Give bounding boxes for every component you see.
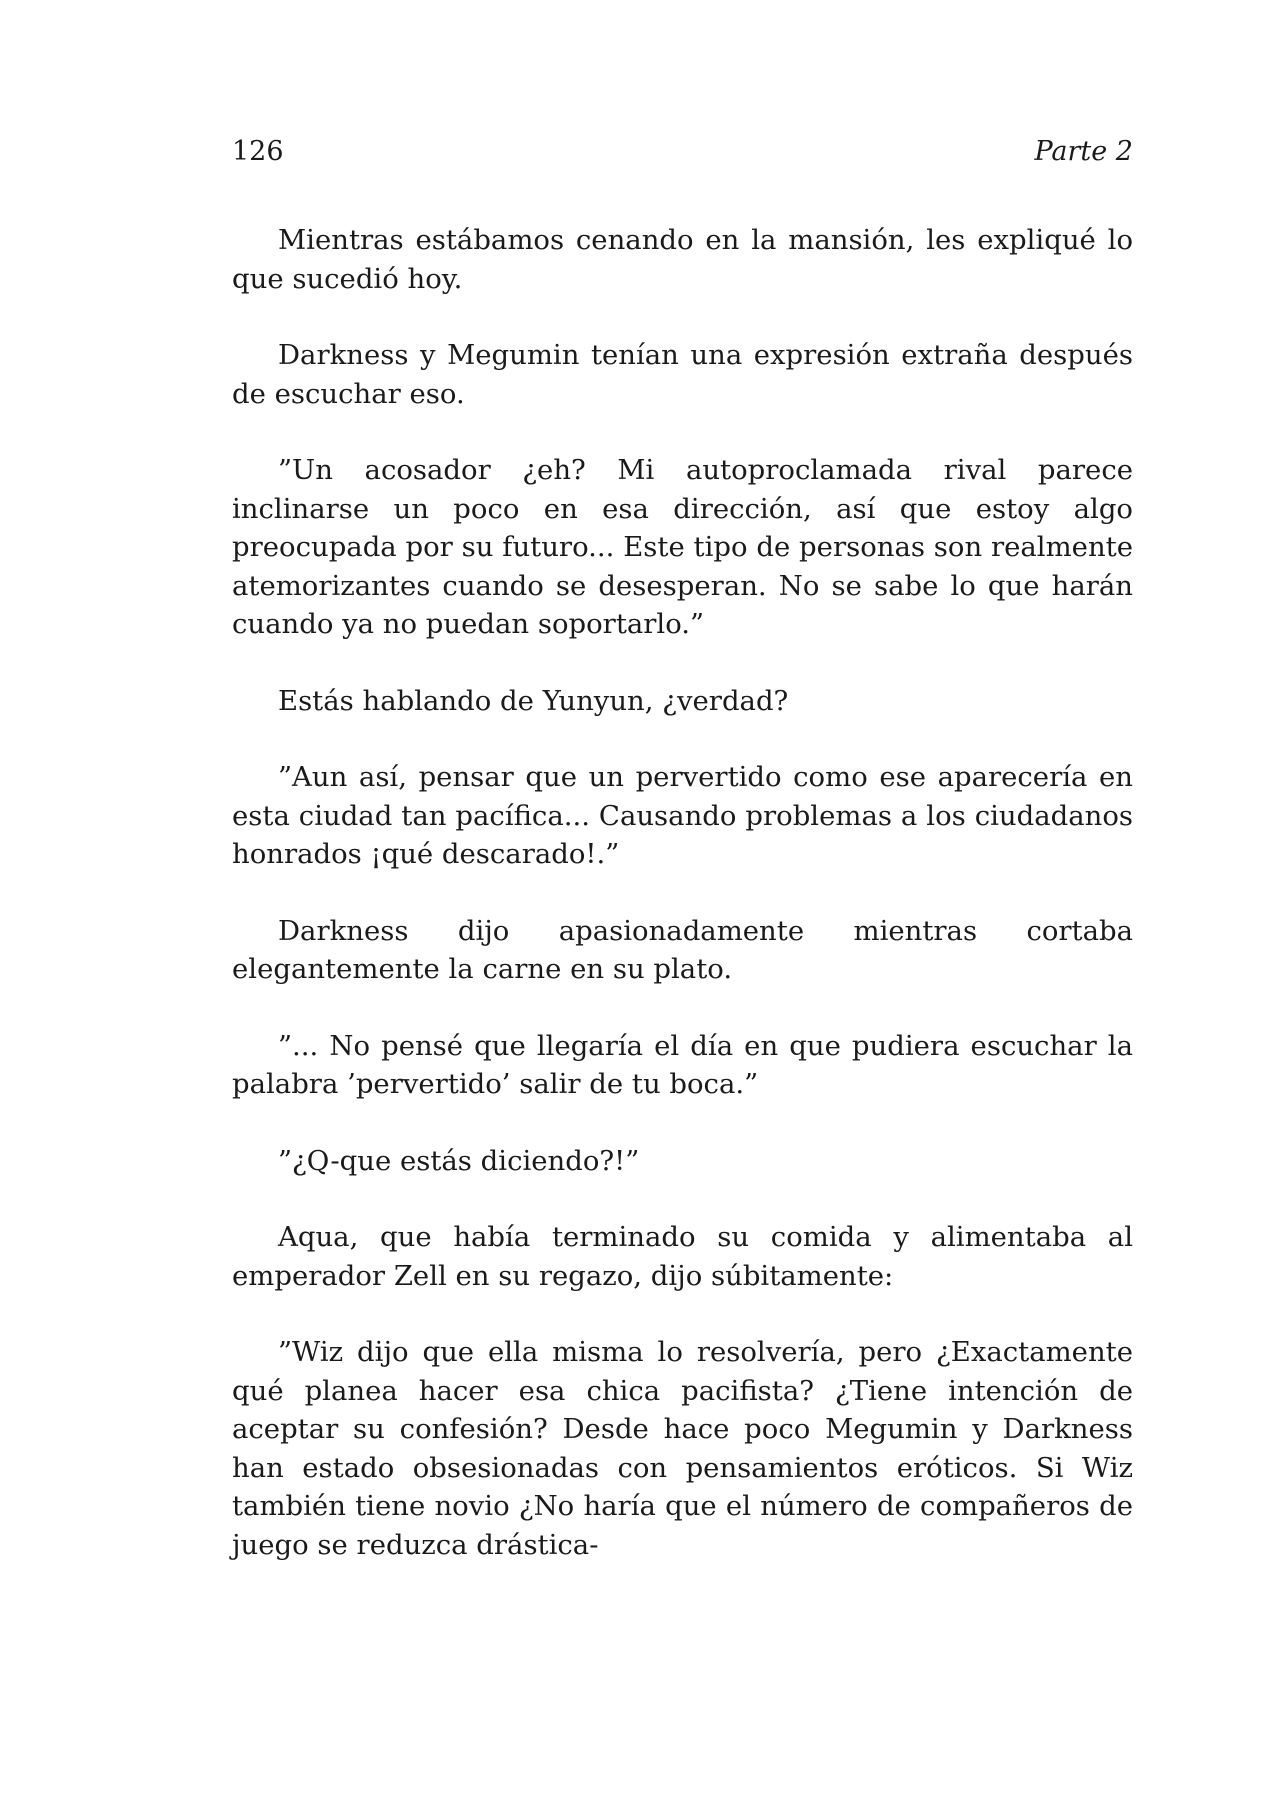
page-number: 126 <box>232 136 284 167</box>
paragraph: Darkness dijo apasionadamente mientras cortaba elegantemente la carne en su plato. <box>232 914 1133 985</box>
paragraph: ”Un acosador ¿eh? Mi autoproclamada rival parece inclinarse un poco en esa dirección, así que estoy algo preocupada por su futuro... Este tipo de personas son realmente atemorizantes cuando se desesperan. No se sabe lo que harán cuando ya no puedan soportarlo.” <box>232 454 1133 640</box>
paragraph: ”Aun así, pensar que un pervertido como ese aparecería en esta ciudad tan pacífica... Causando problemas a los ciudadanos honrados ¡qué descarado!.” <box>232 761 1133 870</box>
paragraph: Mientras estábamos cenando en la mansión, les expliqué lo que sucedió hoy. <box>232 224 1133 295</box>
paragraph: Darkness y Megumin tenían una expresión extraña después de escuchar eso. <box>232 339 1133 410</box>
paragraph: ”¿Q-que estás diciendo?!” <box>278 1144 640 1177</box>
running-head: Parte 2 <box>1034 136 1133 167</box>
paragraph: ”... No pensé que llegaría el día en que pudiera escuchar la palabra ’pervertido’ salir de tu boca.” <box>232 1029 1133 1100</box>
page-header <box>232 132 1133 172</box>
paragraph: Aqua, que había terminado su comida y alimentaba al emperador Zell en su regazo, dijo súbitamente: <box>232 1221 1133 1292</box>
body-text <box>232 221 1133 1564</box>
paragraph: ”Wiz dijo que ella misma lo resolvería, pero ¿Exactamente qué planea hacer esa chica pacifista? ¿Tiene intención de aceptar su confesión? Desde hace poco Megumin y Darkness han estado obsesionadas con pensamientos eróticos. Si Wiz también tiene novio ¿No haría que el número de compañeros de juego se reduzca drástica- <box>232 1336 1133 1561</box>
paragraph: Estás hablando de Yunyun, ¿verdad? <box>278 684 789 717</box>
